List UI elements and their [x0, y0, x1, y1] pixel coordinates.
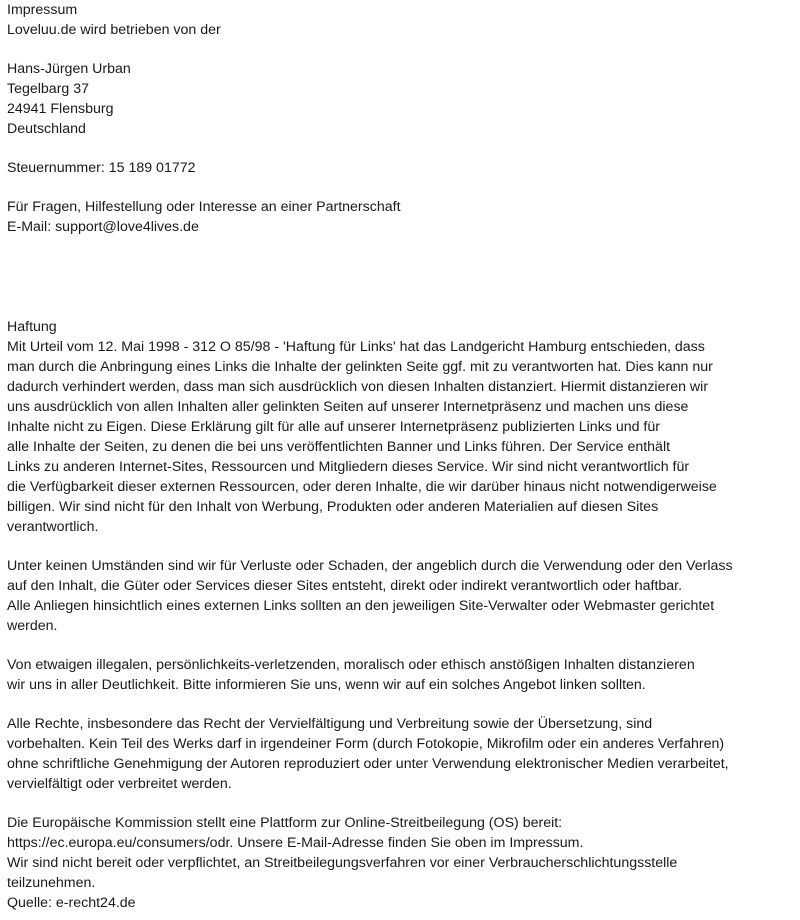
paragraph-line: Unter keinen Umständen sind wir für Verluste oder Schaden, der angeblich durch die Verwendung oder den Verlass: [7, 558, 733, 574]
paragraph-line: Links zu anderen Internet-Sites, Ressourcen und Mitgliedern dieses Service. Wir sind nicht verantwortlich für: [7, 459, 690, 475]
haftung-paragraph-liability: [7, 556, 797, 636]
haftung-paragraph-odr: [7, 813, 797, 893]
haftung-section: [7, 317, 797, 913]
address-city: 24941 Flensburg: [7, 101, 114, 117]
haftung-heading: Haftung: [7, 319, 57, 335]
paragraph-line: teilzunehmen.: [7, 875, 96, 891]
paragraph-line: auf den Inhalt, die Güter oder Services dieser Sites entsteht, direkt oder indirekt verantwortlich oder haftbar.: [7, 578, 683, 594]
paragraph-line: uns ausdrücklich von allen Inhalten aller gelinkten Seiten auf unserer Internetpräsenz und machen uns diese: [7, 399, 689, 415]
paragraph-line: vervielfältigt oder verbreitet werden.: [7, 776, 232, 792]
paragraph-line: billigen. Wir sind nicht für den Inhalt von Werbung, Produkten oder anderen Materialien auf diesen Sites: [7, 499, 659, 515]
paragraph-line: werden.: [7, 618, 58, 634]
paragraph-line: https://ec.europa.eu/consumers/odr. Unsere E-Mail-Adresse finden Sie oben im Impressum.: [7, 835, 584, 851]
paragraph-line: die Verfügbarkeit dieser externen Ressourcen, oder deren Inhalte, die wir darüber hinaus nicht notwendigerweise: [7, 479, 717, 495]
paragraph-line: ohne schriftliche Genehmigung der Autoren reproduziert oder unter Verwendung elektronischer Medien verarbeitet,: [7, 756, 729, 772]
paragraph-line: wir uns in aller Deutlichkeit. Bitte informieren Sie uns, wenn wir auf ein solches Angebot linken sollten.: [7, 677, 646, 693]
address-name: Hans-Jürgen Urban: [7, 61, 131, 77]
address-street: Tegelbarg 37: [7, 81, 90, 97]
paragraph-line: alle Inhalte der Seiten, zu denen die bei uns veröffentlichten Banner und Links führen. Der Service enthält: [7, 439, 671, 455]
impressum-section: [7, 0, 797, 237]
paragraph-line: Die Europäische Kommission stellt eine Plattform zur Online-Streitbeilegung (OS) bereit:: [7, 815, 563, 831]
paragraph-line: dadurch verhindert werden, dass man sich ausdrücklich von diesen Inhalten distanziert. Hiermit distanzieren wir: [7, 379, 709, 395]
paragraph-line: Wir sind nicht bereit oder verpflichtet, an Streitbeilegungsverfahren vor einer Verbraucherschlichtungsstelle: [7, 855, 678, 871]
haftung-paragraph-links: [7, 337, 797, 537]
tax-number: Steuernummer: 15 189 01772: [7, 160, 196, 176]
contact-intro: Für Fragen, Hilfestellung oder Interesse an einer Partnerschaft: [7, 199, 401, 215]
paragraph-line: verantwortlich.: [7, 519, 99, 535]
haftung-paragraph-rights: [7, 714, 797, 794]
paragraph-line: Inhalte nicht zu Eigen. Diese Erklärung gilt für alle auf unserer Internetpräsenz publizierten Links und für: [7, 419, 660, 435]
paragraph-line: Von etwaigen illegalen, persönlichkeits-verletzenden, moralisch oder ethisch anstößigen Inhalten distanzieren: [7, 657, 695, 673]
contact-email: E-Mail: support@love4lives.de: [7, 219, 199, 235]
source-credit: Quelle: e-recht24.de: [7, 895, 136, 911]
paragraph-line: man durch die Anbringung eines Links die Inhalte der gelinkten Seite ggf. mit zu verantworten hat. Dies kann nur: [7, 359, 713, 375]
impressum-heading: Impressum: [7, 2, 78, 18]
operator-intro: Loveluu.de wird betrieben von der: [7, 22, 221, 38]
legal-page: [7, 0, 797, 913]
paragraph-line: Alle Rechte, insbesondere das Recht der Vervielfältigung und Verbreitung sowie der Übersetzung, sind: [7, 716, 653, 732]
operator-address: [7, 59, 797, 139]
paragraph-line: Mit Urteil vom 12. Mai 1998 - 312 O 85/98 - 'Haftung für Links' hat das Landgericht Hamburg entschieden, dass: [7, 339, 705, 355]
haftung-paragraph-distance: [7, 655, 797, 695]
paragraph-line: Alle Anliegen hinsichtlich eines externen Links sollten an den jeweiligen Site-Verwalter oder Webmaster gerichtet: [7, 598, 715, 614]
paragraph-line: vorbehalten. Kein Teil des Werks darf in irgendeiner Form (durch Fotokopie, Mikrofilm oder ein anderes Verfahren): [7, 736, 725, 752]
address-country: Deutschland: [7, 121, 86, 137]
